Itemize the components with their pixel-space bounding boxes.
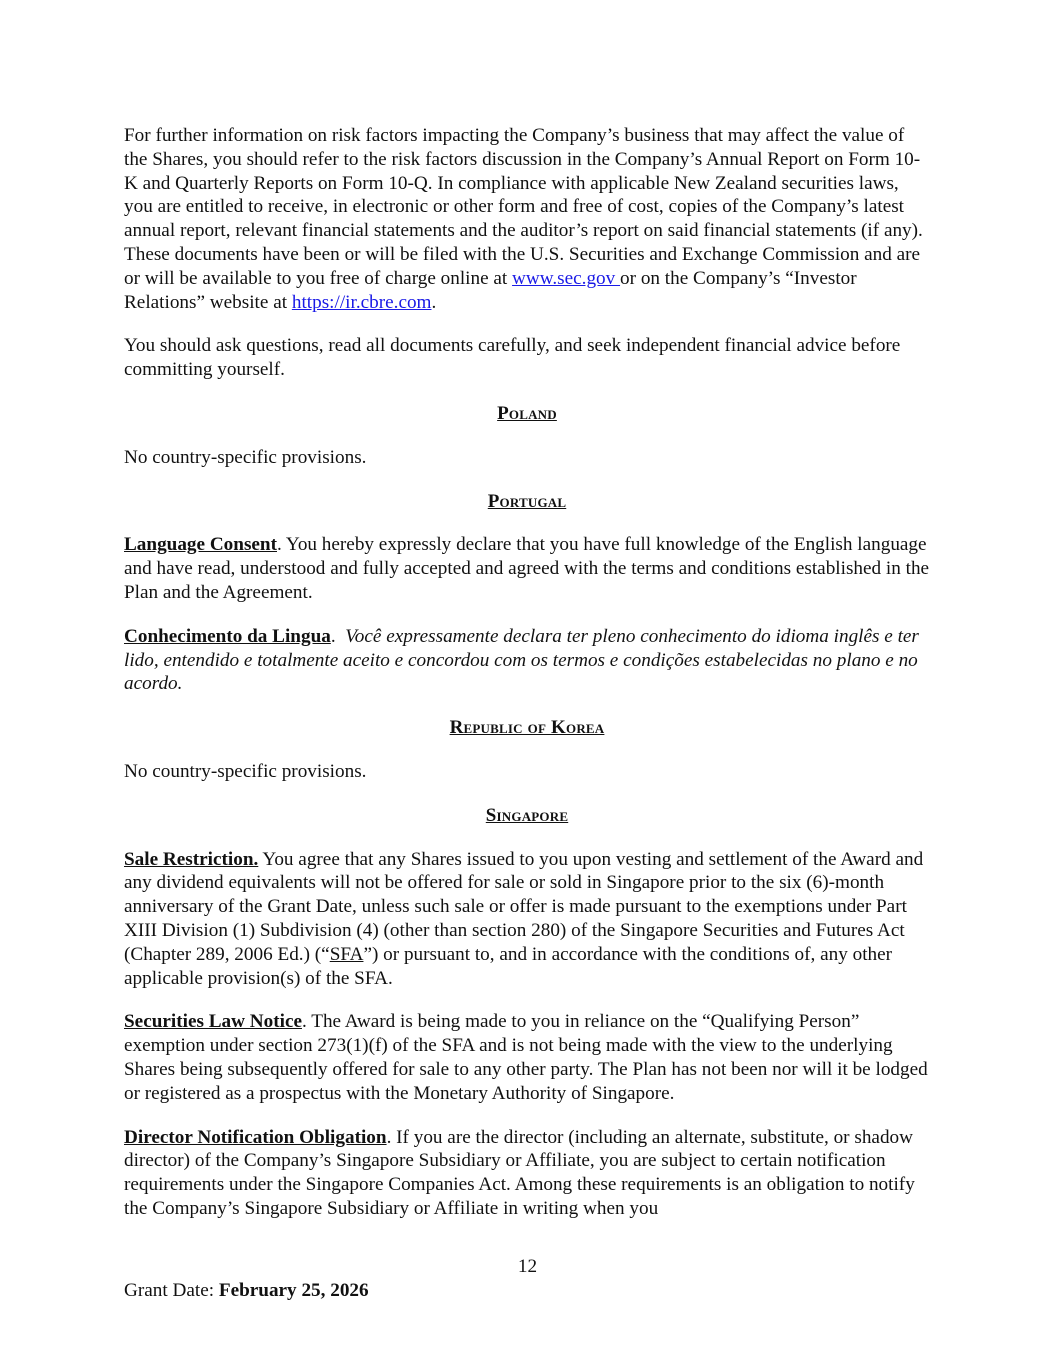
conhecimento-paragraph: Conhecimento da Lingua. Você expressamente declara ter pleno conhecimento do idioma inglês e ter lido, entendido e totalmente aceito e concordou com os termos e condições estabelecidas no plano e no acordo. — [124, 625, 919, 695]
sale-restriction-lead: Sale Restriction. — [124, 848, 259, 870]
document-page — [124, 124, 930, 1241]
heading-korea: Republic of Korea — [449, 717, 605, 739]
heading-portugal: Portugal — [487, 490, 567, 512]
director-notification-lead: Director Notification Obligation — [124, 1126, 387, 1148]
sale-restriction-paragraph: Sale Restriction. You agree that any Shares issued to you upon vesting and settlement of the Award and any dividend equivalents will not be offered for sale or sold in Singapore prior to the six (6)-month anniversary of the Grant Date, unless such sale or offer is made pursuant to the exemptions under Part XIII Division (1) Subdivision (4) (other than section 280) of the Singapore Securities and Futures Act (Chapter 289, 2006 Ed.) (“SFA”) or pursuant to, and in accordance with the conditions of, any other applicable provision(s) of the SFA. — [124, 848, 924, 989]
risk-factors-paragraph: For further information on risk factors impacting the Company’s business that may affect the value of the Shares, you should refer to the risk factors discussion in the Company’s Annual Report on Form 10-K and Quarterly Reports on Form 10-Q. In compliance with applicable New Zealand securities laws, you are entitled to receive, in electronic or other form and free of cost, copies of the Company’s latest annual report, relevant financial statements and the auditor’s report on said financial statements (if any). These documents have been or will be filed with the U.S. Securities and Exchange Commission and are or will be available to you free of charge online at www.sec.gov or on the Company’s “Investor Relations” website at https://ir.cbre.com. — [124, 125, 923, 313]
heading-poland: Poland — [497, 402, 557, 424]
language-consent-paragraph: Language Consent. You hereby expressly declare that you have full knowledge of the English language and have read, understood and fully accepted and agreed with the terms and conditions established in the Plan and the Agreement. — [124, 534, 930, 603]
sfa-term: SFA — [329, 943, 364, 965]
securities-law-paragraph: Securities Law Notice. The Award is being made to you in reliance on the “Qualifying Person” exemption under section 273(1)(f) of the SFA and is not being made with the view to the underlying Shares being subsequently offered for sale to any other party. The Plan has not been nor will it be lodged or registered as a prospectus with the Monetary Authority of Singapore. — [124, 1011, 928, 1104]
director-notification-paragraph: Director Notification Obligation. If you are the director (including an alternate, substitute, or shadow director) of the Company’s Singapore Subsidiary or Affiliate, you are subject to certain notification requirements under the Singapore Companies Act. Among these requirements is an obligation to notify the Company’s Singapore Subsidiary or Affiliate in writing when you — [124, 1126, 915, 1219]
language-consent-lead: Language Consent — [124, 534, 277, 556]
grant-date-value: February 25, 2026 — [218, 1280, 369, 1301]
korea-text: No country-specific provisions. — [124, 760, 367, 782]
sec-gov-link[interactable]: www.sec.gov — [512, 267, 621, 289]
conhecimento-lead: Conhecimento da Lingua — [124, 625, 331, 647]
securities-law-lead: Securities Law Notice — [124, 1011, 302, 1033]
poland-text: No country-specific provisions. — [124, 446, 367, 468]
page-number: 12 — [517, 1256, 538, 1277]
cbre-ir-link[interactable]: https://ir.cbre.com — [291, 291, 432, 313]
heading-singapore: Singapore — [485, 804, 569, 826]
advice-paragraph: You should ask questions, read all documents carefully, and seek independent financial advice before committing yourself. — [124, 335, 901, 381]
grant-date-footer: Grant Date: February 25, 2026 — [124, 1280, 369, 1301]
